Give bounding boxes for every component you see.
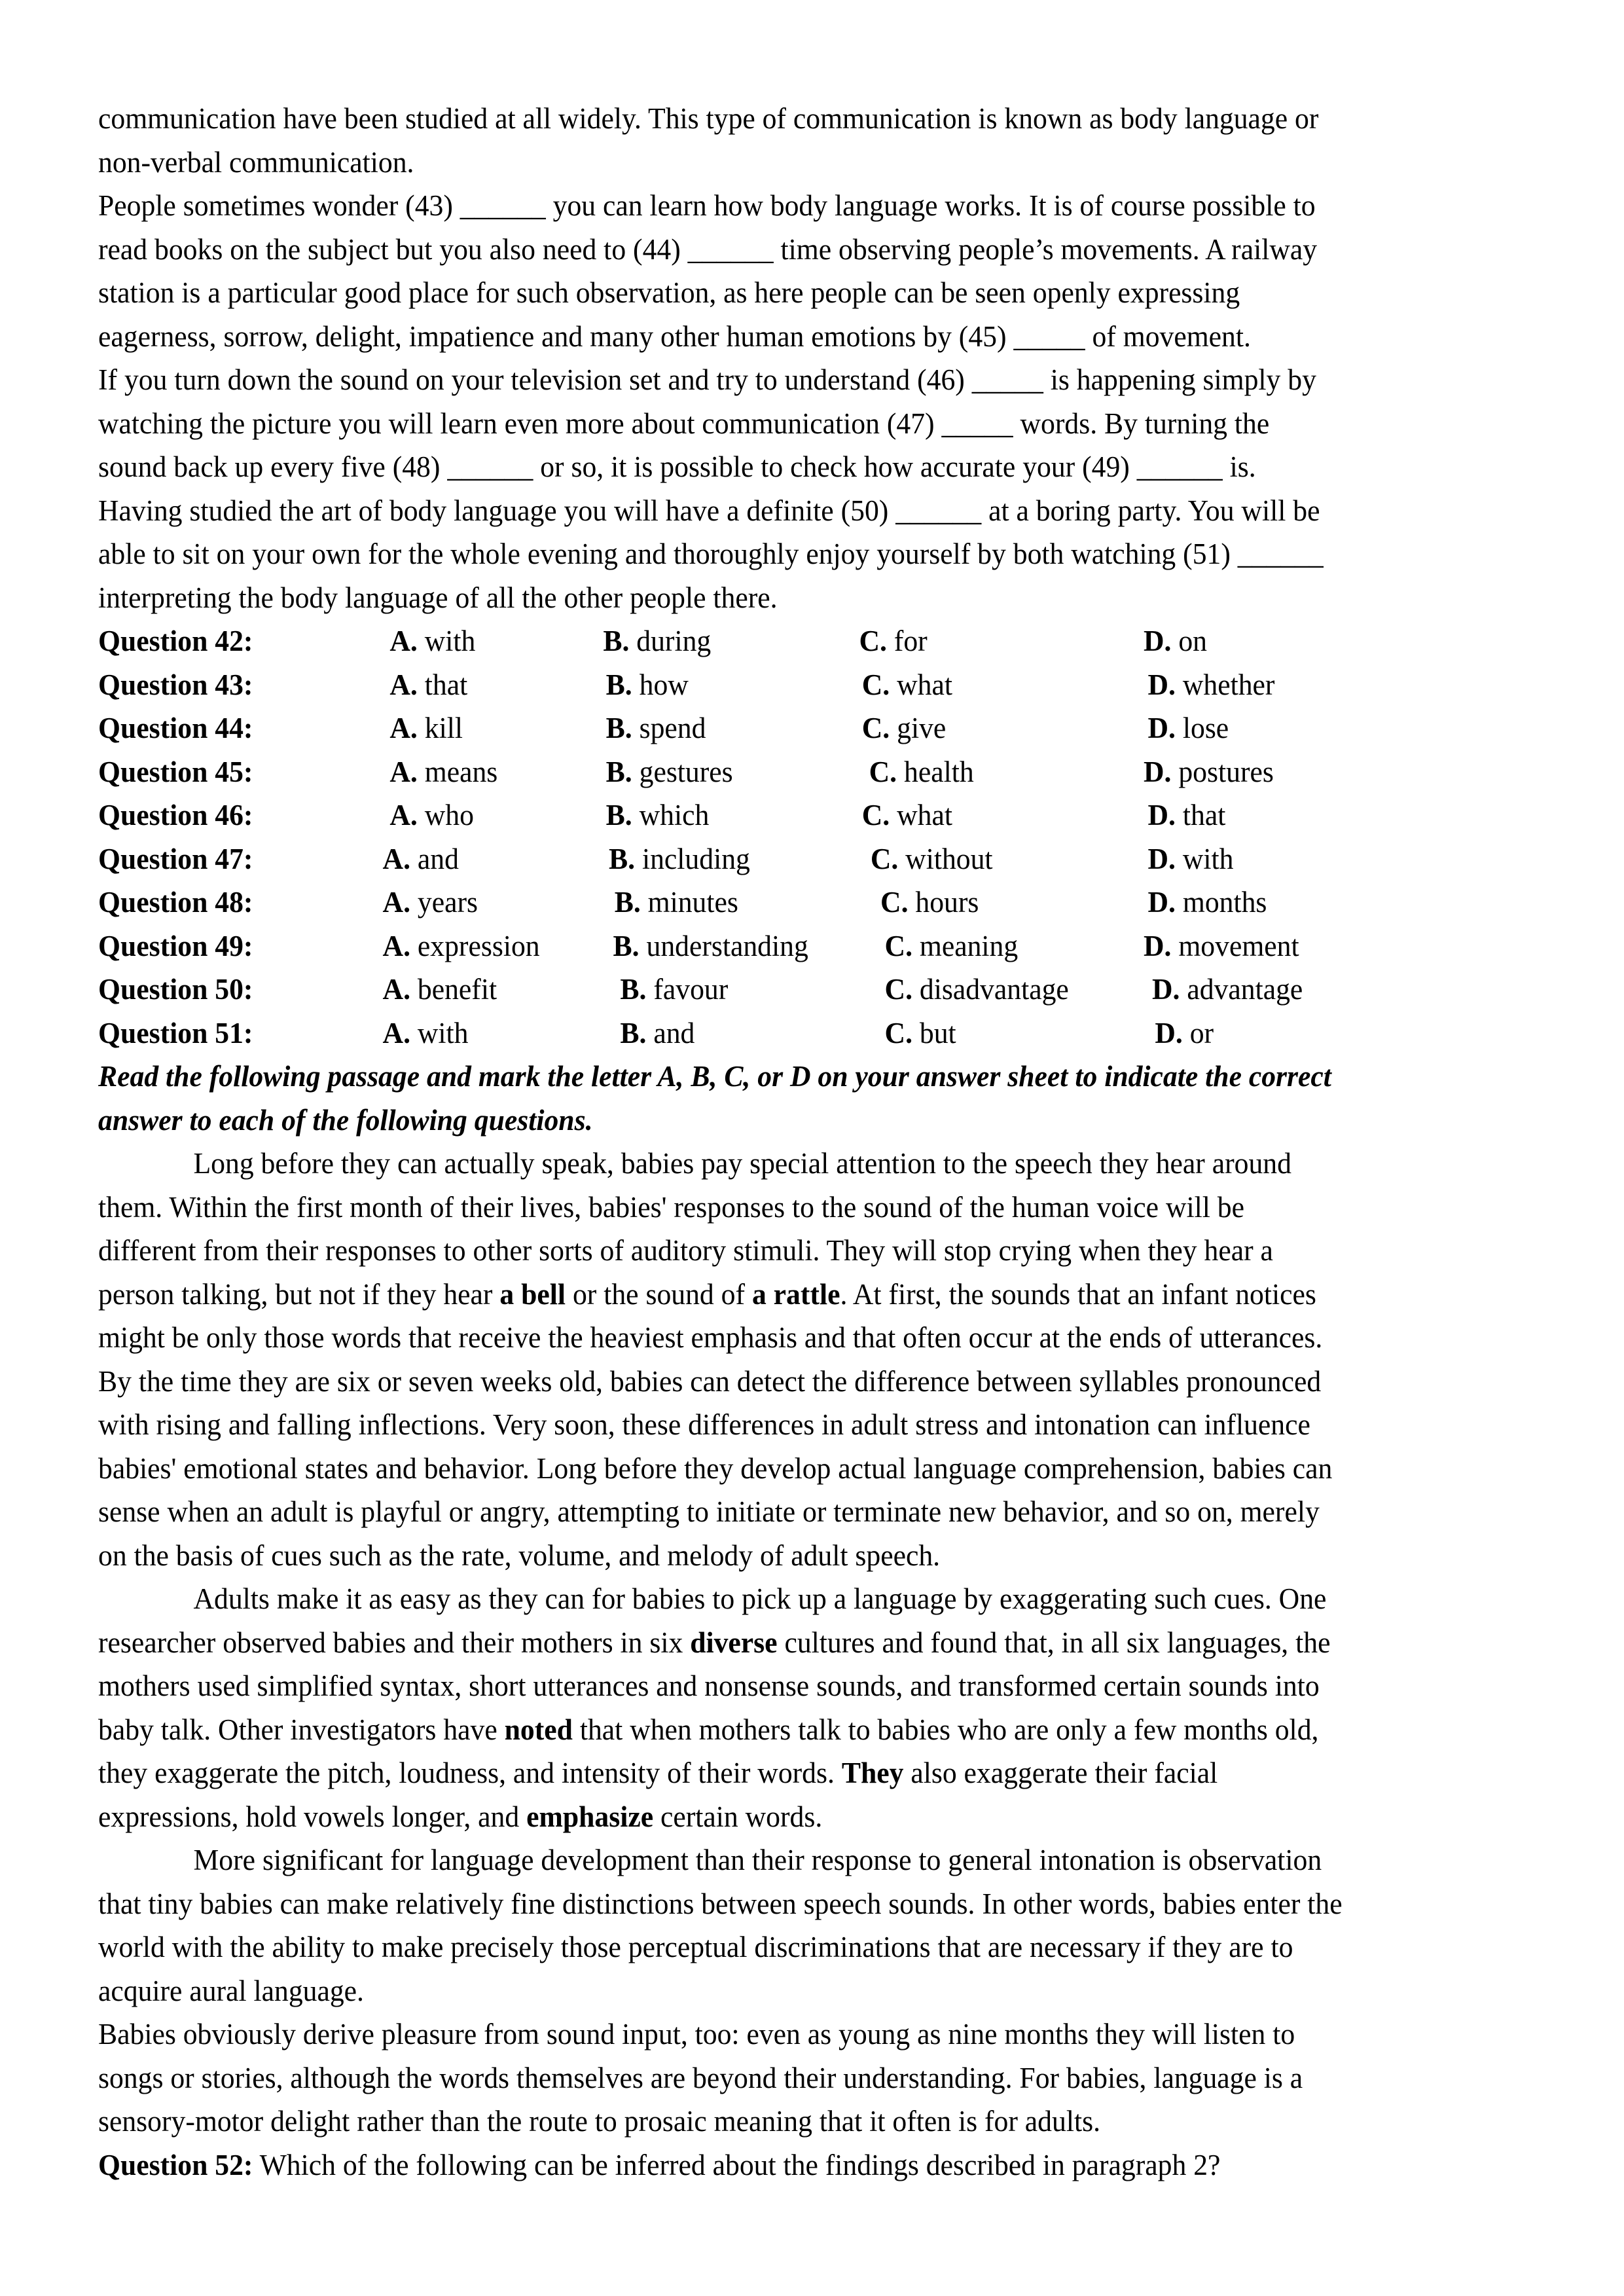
option-letter: D. [1147,799,1176,831]
question-52 [98,2143,1495,2187]
question-label: Question 49: [98,929,253,962]
passage-line: different from their responses to other sorts of auditory stimuli. They will stop crying when they hear a [98,1234,1273,1267]
text-segment: also exaggerate their facial [903,1757,1218,1789]
option-d[interactable] [1148,663,1275,707]
option-text: how [639,668,689,701]
cloze-passage [98,97,1495,619]
option-letter: C. [869,755,897,788]
option-text: understanding [646,929,808,962]
passage-line: that tiny babies can make relatively fine distinctions between speech sounds. In other words, babies enter the [98,1887,1343,1920]
passage-line: world with the ability to make precisely those perceptual discriminations that are necessary if they are to [98,1931,1293,1963]
option-letter: B. [605,755,632,788]
option-c[interactable] [862,793,952,837]
option-d[interactable] [1155,1011,1214,1055]
option-letter: D. [1143,755,1172,788]
option-a[interactable] [383,968,497,1011]
passage-line: interpreting the body language of all the other people there. [98,581,778,614]
option-letter: A. [382,886,410,919]
text-segment: researcher observed babies and their mothers in six [98,1626,691,1659]
option-text: give [897,712,947,744]
option-b[interactable] [603,619,711,663]
option-letter: A. [389,625,418,657]
option-letter: A. [382,1016,410,1049]
question-label: Question 51: [98,1016,253,1049]
passage-line: songs or stories, although the words themselves are beyond their understanding. For babies, language is a [98,2061,1303,2094]
option-letter: B. [605,712,632,744]
option-c[interactable] [859,619,927,663]
option-c[interactable] [885,968,1069,1011]
option-text: without [905,842,993,875]
option-text: gestures [639,755,733,788]
option-text: postures [1178,755,1274,788]
option-letter: B. [614,886,641,919]
question-label: Question 42: [98,625,253,657]
passage-line: mothers used simplified syntax, short utterances and nonsense sounds, and transformed certain sounds into [98,1669,1320,1702]
passage-line: sound back up every five (48) ______ or so, it is possible to check how accurate your (49) ______ is. [98,450,1256,483]
option-text: who [424,799,474,831]
option-letter: D. [1147,712,1176,744]
paragraph [98,1577,1495,1838]
passage-line: them. Within the first month of their lives, babies' responses to the sound of the human voice will be [98,1190,1245,1224]
passage-line: If you turn down the sound on your television set and try to understand (46) _____ is happening simply by [98,363,1316,396]
option-b[interactable] [606,663,689,707]
option-letter: A. [382,973,410,1006]
paragraph [98,1142,1495,1577]
option-d[interactable] [1148,793,1226,837]
option-c[interactable] [862,706,947,750]
option-letter: C. [884,929,912,962]
option-text: that [424,668,468,701]
text-segment: baby talk. Other investigators have [98,1713,505,1746]
option-c[interactable] [862,663,952,707]
question-row [98,750,1495,794]
option-b[interactable] [606,706,706,750]
question-list [98,619,1495,1055]
question-row [98,619,1495,663]
option-letter: A. [389,668,418,701]
option-text: during [636,625,712,657]
text-segment: certain words. [653,1800,823,1833]
option-text: but [919,1016,956,1049]
option-text: including [641,842,750,875]
option-letter: B. [620,1016,647,1049]
highlighted-word: a bell [499,1277,566,1311]
option-letter: A. [389,799,418,831]
option-text: and [653,1016,695,1049]
option-text: months [1182,886,1267,919]
question-row [98,881,1495,924]
option-a[interactable] [383,881,478,924]
option-letter: C. [861,712,890,744]
option-letter: B. [603,625,630,657]
option-d[interactable] [1152,968,1303,1011]
passage-line: read books on the subject but you also need to (44) ______ time observing people’s movements. A railway [98,232,1318,266]
text-segment: cultures and found that, in all six languages, the [777,1626,1331,1659]
highlighted-word: diverse [690,1626,778,1659]
passage-line: station is a particular good place for such observation, as here people can be seen openly expressing [98,276,1240,309]
question-row [98,837,1495,881]
option-text: which [639,799,710,831]
question-row [98,968,1495,1011]
option-text: or [1189,1016,1214,1049]
question-row [98,706,1495,750]
text-segment: they exaggerate the pitch, loudness, and intensity of their words. [98,1757,842,1789]
question-label: Question 48: [98,886,253,919]
option-text: with [424,625,476,657]
question-row [98,1011,1495,1055]
passage-line [98,1751,1495,1795]
option-b[interactable] [606,793,710,837]
option-b[interactable] [615,881,738,924]
option-letter: A. [382,842,410,875]
option-d[interactable] [1144,619,1207,663]
highlighted-word: emphasize [526,1800,654,1833]
option-b[interactable] [606,750,733,794]
passage-line: on the basis of cues such as the rate, volume, and melody of adult speech. [98,1539,941,1572]
option-letter: A. [389,755,418,788]
option-text: health [904,755,974,788]
question-label: Question 45: [98,755,253,788]
option-text: movement [1178,929,1299,962]
question-stem: Which of the following can be inferred about the findings described in paragraph 2? [253,2148,1221,2181]
option-letter: D. [1155,1016,1183,1049]
question-label: Question 50: [98,973,253,1006]
exam-page [98,97,1495,2187]
passage-line: watching the picture you will learn even more about communication (47) _____ words. By turning the [98,407,1270,440]
option-letter: A. [382,929,410,962]
option-letter: D. [1143,929,1172,962]
question-row [98,924,1495,968]
question-label: Question 44: [98,712,253,744]
option-letter: C. [870,842,899,875]
text-segment: expressions, hold vowels longer, and [98,1800,527,1833]
option-a[interactable] [389,750,497,794]
highlighted-word: a rattle [751,1277,840,1311]
option-letter: C. [861,668,890,701]
option-text: and [417,842,459,875]
passage-line [98,1621,1495,1665]
passage-line: with rising and falling inflections. Very soon, these differences in adult stress and intonation can influence [98,1408,1310,1441]
question-row [98,663,1495,707]
option-text: expression [417,929,540,962]
option-letter: B. [613,929,640,962]
passage-line [98,1708,1495,1752]
option-c[interactable] [885,1011,956,1055]
passage-line: eagerness, sorrow, delight, impatience and many other human emotions by (45) _____ of movement. [98,319,1251,353]
passage-line: More significant for language development than their response to general intonation is observation [193,1844,1322,1876]
question-label: Question 52: [98,2148,253,2181]
option-text: meaning [919,929,1019,962]
question-label: Question 43: [98,668,253,701]
passage-line: non-verbal communication. [98,145,414,179]
passage-line: communication have been studied at all widely. This type of communication is known as body language or [98,102,1319,135]
option-letter: B. [620,973,647,1006]
option-letter: C. [861,799,890,831]
option-d[interactable] [1148,837,1234,881]
passage-line: By the time they are six or seven weeks old, babies can detect the difference between syllables pronounced [98,1364,1322,1398]
option-letter: D. [1147,842,1176,875]
paragraph [98,2013,1495,2143]
text-segment: person talking, but not if they hear [98,1277,500,1311]
option-text: what [897,668,952,701]
passage-line [98,1795,1495,1839]
option-text: for [893,625,928,657]
option-b[interactable] [609,837,750,881]
passage-line: babies' emotional states and behavior. Long before they develop actual language comprehension, babies can [98,1451,1333,1485]
question-row [98,793,1495,837]
option-letter: A. [389,712,418,744]
section-instruction: Read the following passage and mark the letter A, B, C, or D on your answer sheet to indicate the correct [98,1060,1331,1093]
passage-line: People sometimes wonder (43) ______ you can learn how body language works. It is of course possible to [98,189,1316,222]
option-c[interactable] [869,750,974,794]
option-d[interactable] [1148,881,1267,924]
option-letter: C. [884,1016,912,1049]
section-instruction: answer to each of the following questions. [98,1103,593,1137]
option-text: means [424,755,498,788]
passage-line: sensory-motor delight rather than the route to prosaic meaning that it often is for adults. [98,2105,1100,2138]
option-letter: B. [605,799,632,831]
option-text: on [1178,625,1207,657]
option-a[interactable] [383,837,459,881]
option-letter: D. [1152,973,1180,1006]
option-c[interactable] [871,837,993,881]
highlighted-word: They [841,1757,904,1789]
option-d[interactable] [1148,706,1229,750]
question-label: Question 47: [98,842,253,875]
option-text: spend [639,712,706,744]
option-text: benefit [417,973,497,1006]
reading-passage [98,1142,1495,2143]
option-text: hours [915,886,979,919]
option-letter: D. [1147,886,1176,919]
highlighted-word: noted [504,1713,573,1746]
paragraph [98,1838,1495,2013]
option-text: whether [1182,668,1275,701]
option-d[interactable] [1144,750,1274,794]
option-text: lose [1182,712,1229,744]
option-letter: C. [884,973,912,1006]
passage-line [98,1273,1495,1317]
option-text: that [1182,799,1226,831]
option-a[interactable] [389,619,475,663]
passage-line: Adults make it as easy as they can for babies to pick up a language by exaggerating such cues. One [193,1582,1327,1615]
option-text: years [417,886,478,919]
option-c[interactable] [885,924,1019,968]
option-a[interactable] [383,924,540,968]
question-label: Question 46: [98,799,253,831]
passage-line: Long before they can actually speak, babies pay special attention to the speech they hear around [193,1147,1291,1180]
option-letter: D. [1147,668,1176,701]
option-letter: C. [859,625,887,657]
passage-line: sense when an adult is playful or angry, attempting to initiate or terminate new behavior, and so on, merely [98,1495,1320,1528]
option-c[interactable] [880,881,979,924]
passage-line: Having studied the art of body language you will have a definite (50) ______ at a boring party. You will be [98,494,1320,527]
option-text: favour [653,973,729,1006]
option-d[interactable] [1144,924,1299,968]
option-text: advantage [1187,973,1303,1006]
option-a[interactable] [389,663,467,707]
passage-line: acquire aural language. [98,1974,364,2007]
option-b[interactable] [620,1011,695,1055]
text-segment: . At first, the sounds that an infant notices [840,1277,1316,1311]
text-segment: that when mothers talk to babies who are only a few months old, [572,1713,1319,1746]
passage-line: able to sit on your own for the whole evening and thoroughly enjoy yourself by both watching (51) ______ [98,538,1324,570]
option-text: minutes [647,886,738,919]
option-text: kill [424,712,463,744]
option-a[interactable] [383,1011,469,1055]
option-letter: D. [1143,625,1172,657]
option-letter: B. [605,668,632,701]
text-segment: or the sound of [566,1277,752,1311]
option-letter: B. [609,842,636,875]
passage-line: might be only those words that receive the heaviest emphasis and that often occur at the ends of utterances. [98,1321,1323,1354]
option-b[interactable] [613,924,808,968]
option-a[interactable] [389,793,474,837]
option-text: disadvantage [919,973,1069,1006]
option-letter: C. [880,886,909,919]
option-b[interactable] [620,968,728,1011]
option-text: with [1182,842,1234,875]
option-text: with [417,1016,469,1049]
option-text: what [897,799,952,831]
passage-line: Babies obviously derive pleasure from sound input, too: even as young as nine months they will listen to [98,2018,1295,2050]
option-a[interactable] [389,706,463,750]
